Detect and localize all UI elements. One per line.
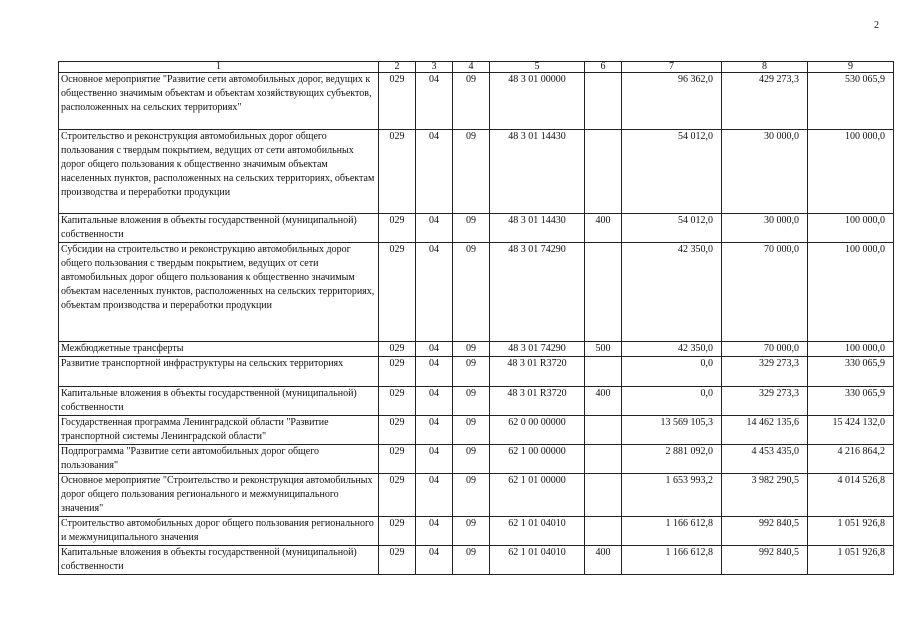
amount-col9: 100 000,0: [808, 243, 894, 342]
amount-col8: 70 000,0: [722, 243, 808, 342]
subsection-code: 09: [453, 474, 490, 517]
expense-type-code: [585, 416, 622, 445]
section-code: 04: [416, 517, 453, 546]
amount-col8: 992 840,5: [722, 517, 808, 546]
table-row: [59, 73, 894, 130]
expense-type-code: 400: [585, 214, 622, 243]
subsection-code: 09: [453, 243, 490, 342]
subsection-code: 09: [453, 73, 490, 130]
table-row: [59, 214, 894, 243]
amount-col8: 30 000,0: [722, 214, 808, 243]
ministry-code: 029: [379, 130, 416, 214]
subsection-code: 09: [453, 546, 490, 575]
item-name: Строительство и реконструкция автомобильных дорог общего пользования с твердым покрытием, ведущих от сети автомобильных дорог общего пользования к общественно значимым объектам населенных пунктов, расположенных на сельских территориях, объектам производства и переработки продукции: [59, 130, 379, 214]
amount-col9: 4 216 864,2: [808, 445, 894, 474]
amount-col9: 100 000,0: [808, 342, 894, 357]
subsection-code: 09: [453, 214, 490, 243]
amount-col8: 429 273,3: [722, 73, 808, 130]
ministry-code: 029: [379, 387, 416, 416]
ministry-code: 029: [379, 546, 416, 575]
item-name: Строительство автомобильных дорог общего пользования регионального и межмуниципального значения: [59, 517, 379, 546]
subsection-code: 09: [453, 130, 490, 214]
column-number: 7: [622, 62, 722, 73]
item-name: Основное мероприятие "Развитие сети автомобильных дорог, ведущих к общественно значимым объектам и объектам хозяйствующих субъектов, расположенных на сельских территориях": [59, 73, 379, 130]
section-code: 04: [416, 214, 453, 243]
amount-col7: 0,0: [622, 387, 722, 416]
table-row: [59, 474, 894, 517]
subsection-code: 09: [453, 387, 490, 416]
item-name: Основное мероприятие "Строительство и реконструкция автомобильных дорог общего пользования регионального и межмуниципального значения": [59, 474, 379, 517]
expense-type-code: 400: [585, 546, 622, 575]
amount-col8: 30 000,0: [722, 130, 808, 214]
column-number: 3: [416, 62, 453, 73]
expense-type-code: [585, 445, 622, 474]
table-row: [59, 243, 894, 342]
subsection-code: 09: [453, 517, 490, 546]
item-name: Межбюджетные трансферты: [59, 342, 379, 357]
section-code: 04: [416, 387, 453, 416]
amount-col8: 14 462 135,6: [722, 416, 808, 445]
amount-col9: 100 000,0: [808, 214, 894, 243]
section-code: 04: [416, 416, 453, 445]
table-row: [59, 342, 894, 357]
amount-col8: 329 273,3: [722, 357, 808, 387]
amount-col7: 54 012,0: [622, 130, 722, 214]
amount-col8: 329 273,3: [722, 387, 808, 416]
item-name: Подпрограмма "Развитие сети автомобильных дорог общего пользования": [59, 445, 379, 474]
ministry-code: 029: [379, 243, 416, 342]
target-article-code: 48 3 01 74290: [490, 342, 585, 357]
table-row: [59, 387, 894, 416]
amount-col7: 42 350,0: [622, 243, 722, 342]
expense-type-code: 500: [585, 342, 622, 357]
ministry-code: 029: [379, 214, 416, 243]
item-name: Субсидии на строительство и реконструкцию автомобильных дорог общего пользования с твердым покрытием, ведущих от сети автомобильных дорог общего пользования к общественно значимым объектам населенных пунктов, расположенных на сельских территориях, объектам производства и переработки продукции: [59, 243, 379, 342]
ministry-code: 029: [379, 445, 416, 474]
amount-col9: 1 051 926,8: [808, 546, 894, 575]
target-article-code: 62 1 00 00000: [490, 445, 585, 474]
section-code: 04: [416, 357, 453, 387]
amount-col7: 2 881 092,0: [622, 445, 722, 474]
subsection-code: 09: [453, 416, 490, 445]
amount-col7: 0,0: [622, 357, 722, 387]
target-article-code: 48 3 01 74290: [490, 243, 585, 342]
amount-col7: 1 166 612,8: [622, 517, 722, 546]
expense-type-code: [585, 243, 622, 342]
ministry-code: 029: [379, 73, 416, 130]
target-article-code: 48 3 01 R3720: [490, 357, 585, 387]
column-number: 5: [490, 62, 585, 73]
budget-table: [58, 61, 894, 575]
target-article-code: 62 1 01 04010: [490, 546, 585, 575]
ministry-code: 029: [379, 357, 416, 387]
amount-col8: 3 982 290,5: [722, 474, 808, 517]
amount-col7: 54 012,0: [622, 214, 722, 243]
item-name: Капитальные вложения в объекты государственной (муниципальной) собственности: [59, 214, 379, 243]
section-code: 04: [416, 342, 453, 357]
expense-type-code: [585, 357, 622, 387]
ministry-code: 029: [379, 342, 416, 357]
ministry-code: 029: [379, 416, 416, 445]
section-code: 04: [416, 474, 453, 517]
expense-type-code: [585, 73, 622, 130]
section-code: 04: [416, 546, 453, 575]
subsection-code: 09: [453, 342, 490, 357]
target-article-code: 62 0 00 00000: [490, 416, 585, 445]
column-number: 1: [59, 62, 379, 73]
column-number: 8: [722, 62, 808, 73]
section-code: 04: [416, 445, 453, 474]
amount-col9: 4 014 526,8: [808, 474, 894, 517]
amount-col7: 96 362,0: [622, 73, 722, 130]
column-number: 9: [808, 62, 894, 73]
target-article-code: 62 1 01 00000: [490, 474, 585, 517]
amount-col7: 1 653 993,2: [622, 474, 722, 517]
target-article-code: 48 3 01 R3720: [490, 387, 585, 416]
amount-col9: 100 000,0: [808, 130, 894, 214]
amount-col7: 1 166 612,8: [622, 546, 722, 575]
table-row: [59, 416, 894, 445]
column-number: 6: [585, 62, 622, 73]
item-name: Капитальные вложения в объекты государственной (муниципальной) собственности: [59, 387, 379, 416]
amount-col9: 15 424 132,0: [808, 416, 894, 445]
amount-col9: 330 065,9: [808, 387, 894, 416]
section-code: 04: [416, 243, 453, 342]
amount-col8: 70 000,0: [722, 342, 808, 357]
amount-col7: 13 569 105,3: [622, 416, 722, 445]
column-number-row: [59, 62, 894, 73]
target-article-code: 48 3 01 14430: [490, 214, 585, 243]
target-article-code: 48 3 01 14430: [490, 130, 585, 214]
ministry-code: 029: [379, 474, 416, 517]
subsection-code: 09: [453, 357, 490, 387]
page-number: 2: [874, 20, 879, 31]
table-row: [59, 445, 894, 474]
subsection-code: 09: [453, 445, 490, 474]
amount-col9: 330 065,9: [808, 357, 894, 387]
table-row: [59, 130, 894, 214]
section-code: 04: [416, 73, 453, 130]
amount-col9: 530 065,9: [808, 73, 894, 130]
expense-type-code: [585, 474, 622, 517]
item-name: Государственная программа Ленинградской области "Развитие транспортной системы Ленинградской области": [59, 416, 379, 445]
column-number: 4: [453, 62, 490, 73]
item-name: Развитие транспортной инфраструктуры на сельских территориях: [59, 357, 379, 387]
table-row: [59, 357, 894, 387]
table-row: [59, 517, 894, 546]
target-article-code: 48 3 01 00000: [490, 73, 585, 130]
table-row: [59, 546, 894, 575]
amount-col8: 992 840,5: [722, 546, 808, 575]
section-code: 04: [416, 130, 453, 214]
expense-type-code: 400: [585, 387, 622, 416]
ministry-code: 029: [379, 517, 416, 546]
target-article-code: 62 1 01 04010: [490, 517, 585, 546]
column-number: 2: [379, 62, 416, 73]
expense-type-code: [585, 130, 622, 214]
amount-col8: 4 453 435,0: [722, 445, 808, 474]
item-name: Капитальные вложения в объекты государственной (муниципальной) собственности: [59, 546, 379, 575]
amount-col7: 42 350,0: [622, 342, 722, 357]
amount-col9: 1 051 926,8: [808, 517, 894, 546]
expense-type-code: [585, 517, 622, 546]
